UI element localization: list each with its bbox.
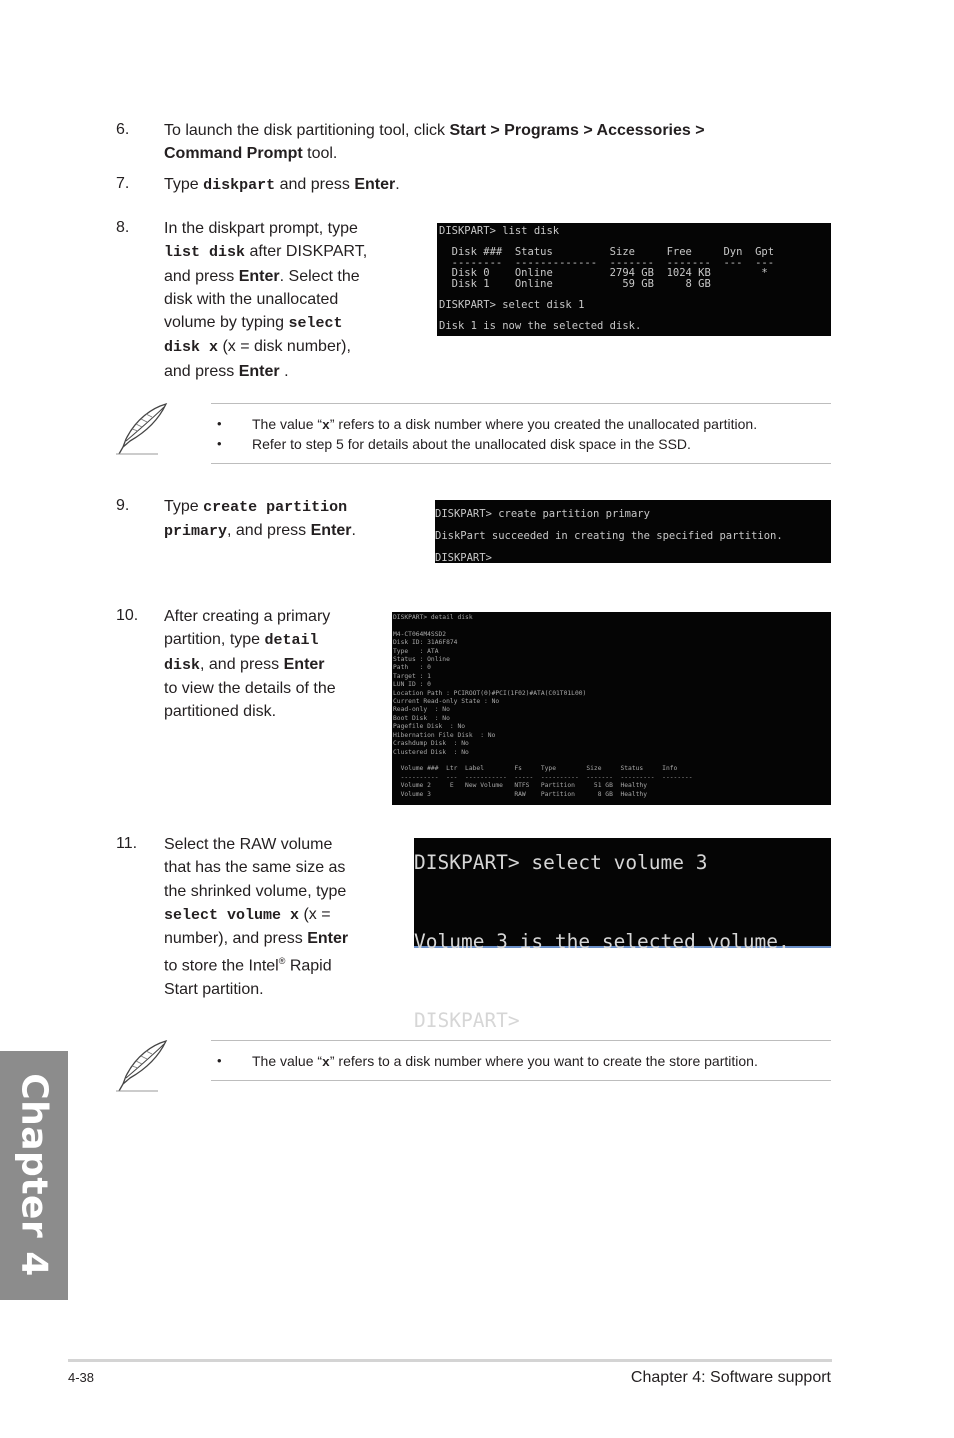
chapter-tab — [0, 1051, 68, 1300]
bullet: • — [217, 416, 222, 431]
detail-disk-terminal: DISKPART> detail disk M4-CT064M4SSD2 Disk ID: 31A6F874 Type : ATA Status : Online Path : 0 Target : 1 LUN ID : 0 Location Path : PCIROOT(0)#PCI(1F02)#ATA(C01T01L00) Current Read-only State : No Read-only : No Boot Disk : No Pagefile Disk : No Hibernation File Disk : No Crashdump Disk : No Clustered Disk : No Volume ### Ltr Label Fs Type Size Status Info ---------- --- ----------- ----- ---------- ------- --------- -------- Volume 2 E New Volume NTFS Partition 51 GB Healthy Volume 3 RAW Partition 8 GB Healthy — [392, 612, 831, 805]
step-number: 6. — [116, 121, 130, 138]
step-number: 9. — [116, 497, 130, 514]
note-1-item-1: The value “x” refers to a disk number where you created the unallocated partition. — [252, 416, 758, 433]
step-11-text: Select the RAW volume that has the same size as the shrinked volume, type select volume x (x = number), and press Enter to store the Intel® Rapid Start partition. — [164, 836, 349, 999]
step-9-text: Type create partition primary, and press Enter. — [164, 498, 356, 541]
note-bottom-rule — [211, 1080, 831, 1081]
footer-title: Chapter 4: Software support — [630, 1369, 831, 1386]
step-number: 8. — [116, 219, 130, 236]
page-number: 4-38 — [68, 1370, 95, 1385]
chapter-tab-label: Chapter 4 — [13, 1073, 55, 1277]
step-10-text: After creating a primary partition, type detail disk, and press Enter to view the details of the partitioned disk. — [164, 608, 336, 721]
step-number: 11. — [116, 835, 138, 852]
step-8-text: In the diskpart prompt, type list disk after DISKPART, and press Enter. Select the disk with the unallocated volume by typing select disk x (x = disk number), and press Enter . — [164, 220, 368, 380]
note-feather-icon — [114, 1038, 172, 1099]
note-2-item-1: The value “x” refers to a disk number where you want to create the store partition. — [252, 1053, 758, 1070]
note-top-rule — [211, 1040, 831, 1041]
step-number: 10. — [116, 607, 139, 624]
step-6-text: To launch the disk partitioning tool, click Start > Programs > Accessories > Command Prompt tool. — [164, 122, 705, 163]
note-1-item-2: Refer to step 5 for details about the unallocated disk space in the SSD. — [252, 436, 691, 452]
select-volume-terminal: DISKPART> select volume 3 Volume 3 is the selected volume. DISKPART> — [414, 838, 831, 948]
list-disk-terminal: DISKPART> list disk Disk ### Status Size Free Dyn Gpt -------- ------------- ------- ------- --- --- Disk 0 Online 2794 GB 1024 KB * Disk 1 Online 59 GB 8 GB DISKPART> select disk 1 Disk 1 is now the selected disk. — [437, 223, 831, 336]
note-feather-icon — [114, 401, 172, 462]
create-partition-terminal: DISKPART> create partition primary DiskPart succeeded in creating the specified partition. DISKPART> — [435, 500, 831, 563]
step-7-text: Type diskpart and press Enter. — [164, 176, 400, 194]
note-bottom-rule — [211, 463, 831, 464]
bullet: • — [217, 436, 222, 451]
footer-rule — [68, 1359, 832, 1362]
note-top-rule — [211, 403, 831, 404]
bullet: • — [217, 1053, 222, 1068]
step-number: 7. — [116, 175, 130, 192]
